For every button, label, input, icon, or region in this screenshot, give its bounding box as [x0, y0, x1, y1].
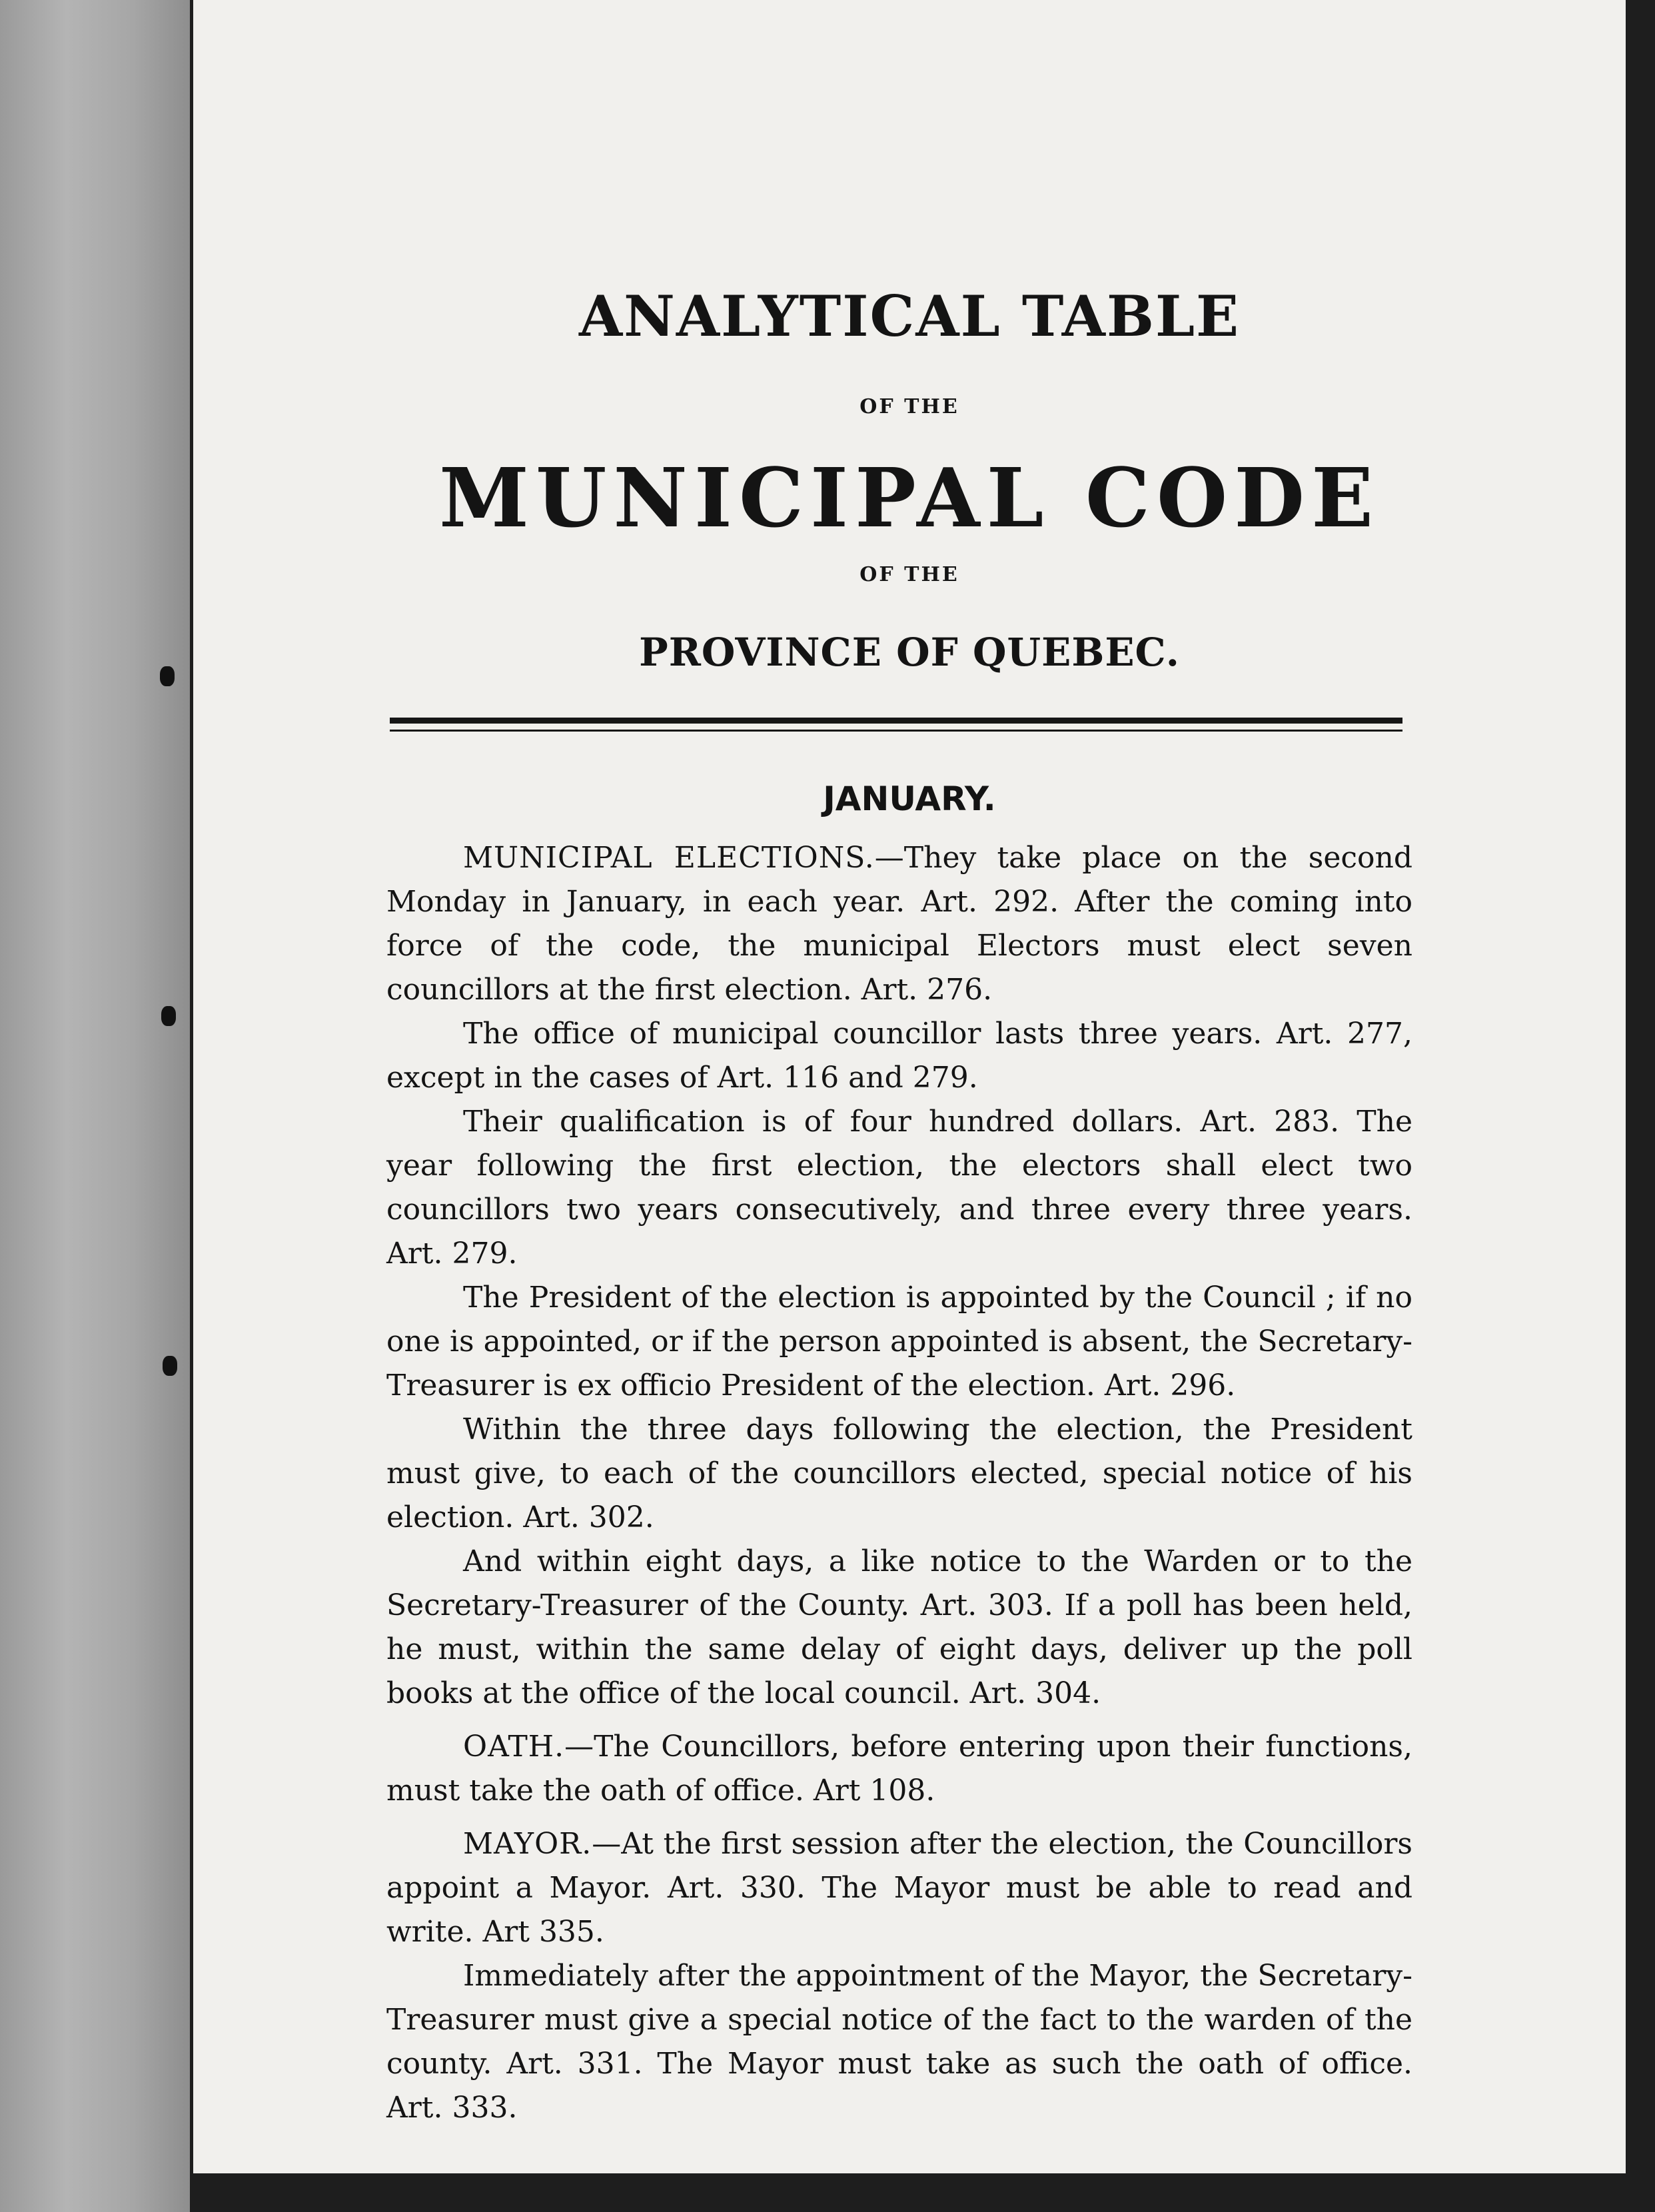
binding-hole: [161, 1006, 176, 1026]
paragraph: [386, 1408, 1412, 1540]
paragraph-text: —The Councillors, before entering upon their functions, must take the oath of office. Art 108.: [386, 1730, 1412, 1808]
paragraph: [386, 836, 1412, 1012]
paragraph-text: Immediately after the appointment of the Mayor, the Secretary-Treasurer must give a special notice of the fact to the warden of the county. Art. 331. The Mayor must take as such the oath of office. Art. 333.: [386, 1959, 1412, 2125]
paragraph: [386, 1954, 1412, 2130]
title-rule: [390, 718, 1402, 724]
title-rule: [390, 730, 1402, 732]
paragraph-text: Their qualification is of four hundred dollars. Art. 283. The year following the first election, the electors shall elect two councillors two years consecutively, and three every three years. Art. 279.: [386, 1105, 1412, 1271]
paragraph-text: The President of the election is appointed by the Council ; if no one is appointed, or if the person appointed is absent, the Secretary-Treasurer is ex officio President of the election. Art. 296.: [386, 1281, 1412, 1402]
body-text: [386, 836, 1412, 2130]
paragraph: [386, 1276, 1412, 1408]
binding-edge: [0, 0, 190, 2212]
title-line-2: MUNICIPAL CODE: [438, 450, 1380, 546]
paragraph: [386, 1822, 1412, 1954]
binding-hole: [160, 666, 175, 686]
binding-hole: [163, 1356, 177, 1376]
paragraph: [386, 1725, 1412, 1813]
title-line-1: ANALYTICAL TABLE: [578, 283, 1241, 349]
paragraph-text: Within the three days following the election, the President must give, to each of the councillors elected, special notice of his election. Art. 302.: [386, 1412, 1412, 1534]
paragraph-text: The office of municipal councillor lasts three years. Art. 277, except in the cases of Art. 116 and 279.: [386, 1017, 1412, 1095]
title-connector: OF THE: [859, 563, 959, 586]
title-connector: OF THE: [859, 395, 959, 418]
section-heading: OATH.: [463, 1730, 565, 1764]
section-heading: MUNICIPAL ELECTIONS.: [463, 841, 875, 875]
month-heading: JANUARY.: [823, 780, 996, 818]
paragraph: [386, 1100, 1412, 1276]
paragraph-text: —At the first session after the election, the Councillors appoint a Mayor. Art. 330. The Mayor must be able to read and write. Art 335.: [386, 1827, 1412, 1949]
section-heading: MAYOR.: [463, 1827, 592, 1861]
title-line-3: PROVINCE OF QUEBEC.: [639, 630, 1180, 675]
document-page: [193, 0, 1626, 2173]
paragraph: [386, 1540, 1412, 1716]
paragraph-text: —They take place on the second Monday in January, in each year. Art. 292. After the coming into force of the code, the municipal Electors must elect seven councillors at the first election. Art. 276.: [386, 841, 1412, 1007]
paragraph-text: And within eight days, a like notice to the Warden or to the Secretary-Treasurer of the County. Art. 303. If a poll has been held, he must, within the same delay of eight days, deliver up the poll books at the office of the local council. Art. 304.: [386, 1544, 1412, 1710]
paragraph: [386, 1012, 1412, 1100]
